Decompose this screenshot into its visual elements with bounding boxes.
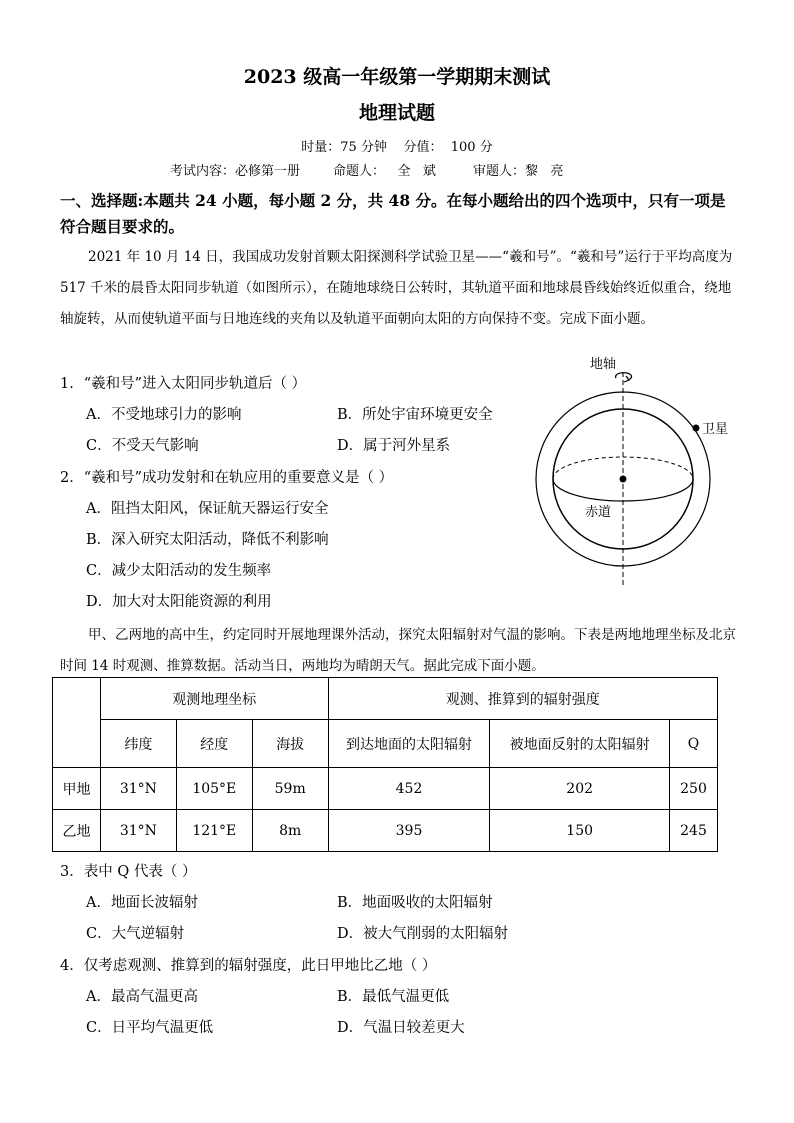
arrow-head-icon (624, 376, 629, 382)
col-longitude: 经度 (176, 720, 252, 768)
table-corner (53, 678, 101, 768)
table-cell: 150 (490, 810, 670, 852)
q4-option-a[interactable]: A．最高气温更高 (86, 989, 198, 1005)
earth-center-dot (620, 476, 627, 483)
question-3-stem: 3．表中 Q 代表（ ） (60, 864, 197, 880)
col-q: Q (670, 720, 718, 768)
table-cell: 395 (328, 810, 490, 852)
table-row (53, 810, 718, 852)
table-cell: 250 (670, 768, 718, 810)
radiation-table (52, 677, 718, 852)
table-cell: 245 (670, 810, 718, 852)
q3-option-d[interactable]: D．被大气削弱的太阳辐射 (337, 926, 509, 942)
table-cell: 31°N (100, 810, 176, 852)
table-cell: 202 (490, 768, 670, 810)
section-heading: 一、选择题:本题共 24 小题，每小题 2 分，共 48 分。在每小题给出的四个选项中，只有一项是符合题目要求的。 (60, 191, 726, 236)
q1-option-d[interactable]: D．属于河外星系 (337, 438, 451, 454)
table-cell: 105°E (176, 768, 252, 810)
question-1-stem: 1．“羲和号”进入太阳同步轨道后（ ） (60, 376, 307, 392)
q1-option-c[interactable]: C．不受天气影响 (86, 438, 199, 454)
q2-option-b[interactable]: B．深入研究太阳活动，降低不利影响 (86, 532, 329, 548)
row-name: 乙地 (53, 810, 101, 852)
q3-option-b[interactable]: B．地面吸收的太阳辐射 (337, 895, 493, 911)
table-cell: 59m (252, 768, 328, 810)
axis-label: 地轴 (590, 356, 617, 371)
table-cell: 452 (328, 768, 490, 810)
q4-option-c[interactable]: C．日平均气温更低 (86, 1020, 214, 1036)
passage-radiation: 甲、乙两地的高中生，约定同时开展地理课外活动，探究太阳辐射对气温的影响。下表是两地地理坐标及北京时间 14 时观测、推算数据。活动当日，两地均为晴朗天气。据此完成下面小题。 (60, 627, 736, 674)
exam-subject: 地理试题 (358, 102, 435, 124)
q2-option-c[interactable]: C．减少太阳活动的发生频率 (86, 563, 272, 579)
q2-option-d[interactable]: D．加大对太阳能资源的利用 (86, 594, 272, 610)
table-cell: 8m (252, 810, 328, 852)
question-2-stem: 2．“羲和号”成功发射和在轨应用的重要意义是（ ） (60, 470, 394, 486)
q2-option-a[interactable]: A．阻挡太阳风，保证航天器运行安全 (86, 501, 329, 517)
table-row (53, 768, 718, 810)
col-arriving-radiation: 到达地面的太阳辐射 (328, 720, 490, 768)
question-4-stem: 4．仅考虑观测、推算到的辐射强度，此日甲地比乙地（ ） (60, 958, 437, 974)
header-coordinates: 观测地理坐标 (100, 678, 328, 720)
q1-option-b[interactable]: B．所处宇宙环境更安全 (337, 407, 493, 423)
header-radiation: 观测、推算到的辐射强度 (328, 678, 717, 720)
rotation-arrow-icon (616, 373, 632, 380)
equator-label: 赤道 (585, 504, 612, 519)
orbit-figure (530, 352, 740, 592)
passage-satellite: 2021 年 10 月 14 日，我国成功发射首颗太阳探测科学试验卫星——“羲和号”。“羲和号”运行于平均高度为 517 千米的晨昏太阳同步轨道（如图所示），在随地球绕日公转时，其轨道平面和地球晨昏线始终近似重合，绕地轴旋转，从而使轨道平面与日地连线的夹角以及轨道平面朝向太阳的方向保持不变。完成下面小题。 (60, 249, 733, 327)
time-score-info: 时量：75 分钟 分值： 100 分 (301, 140, 493, 155)
row-name: 甲地 (53, 768, 101, 810)
q4-option-b[interactable]: B．最低气温更低 (337, 989, 450, 1005)
author-info: 考试内容：必修第一册 命题人： 全 斌 审题人：黎 亮 (170, 164, 564, 179)
q3-option-c[interactable]: C．大气逆辐射 (86, 926, 185, 942)
exam-title: 2023 级高一年级第一学期期末测试 (243, 66, 551, 88)
table-cell: 121°E (176, 810, 252, 852)
col-latitude: 纬度 (100, 720, 176, 768)
table-cell: 31°N (100, 768, 176, 810)
satellite-dot (693, 425, 700, 432)
q1-option-a[interactable]: A．不受地球引力的影响 (86, 407, 242, 423)
satellite-label: 卫星 (702, 421, 729, 436)
q3-option-a[interactable]: A．地面长波辐射 (86, 895, 198, 911)
q4-option-d[interactable]: D．气温日较差更大 (337, 1020, 465, 1036)
col-altitude: 海拔 (252, 720, 328, 768)
col-reflected-radiation: 被地面反射的太阳辐射 (490, 720, 670, 768)
